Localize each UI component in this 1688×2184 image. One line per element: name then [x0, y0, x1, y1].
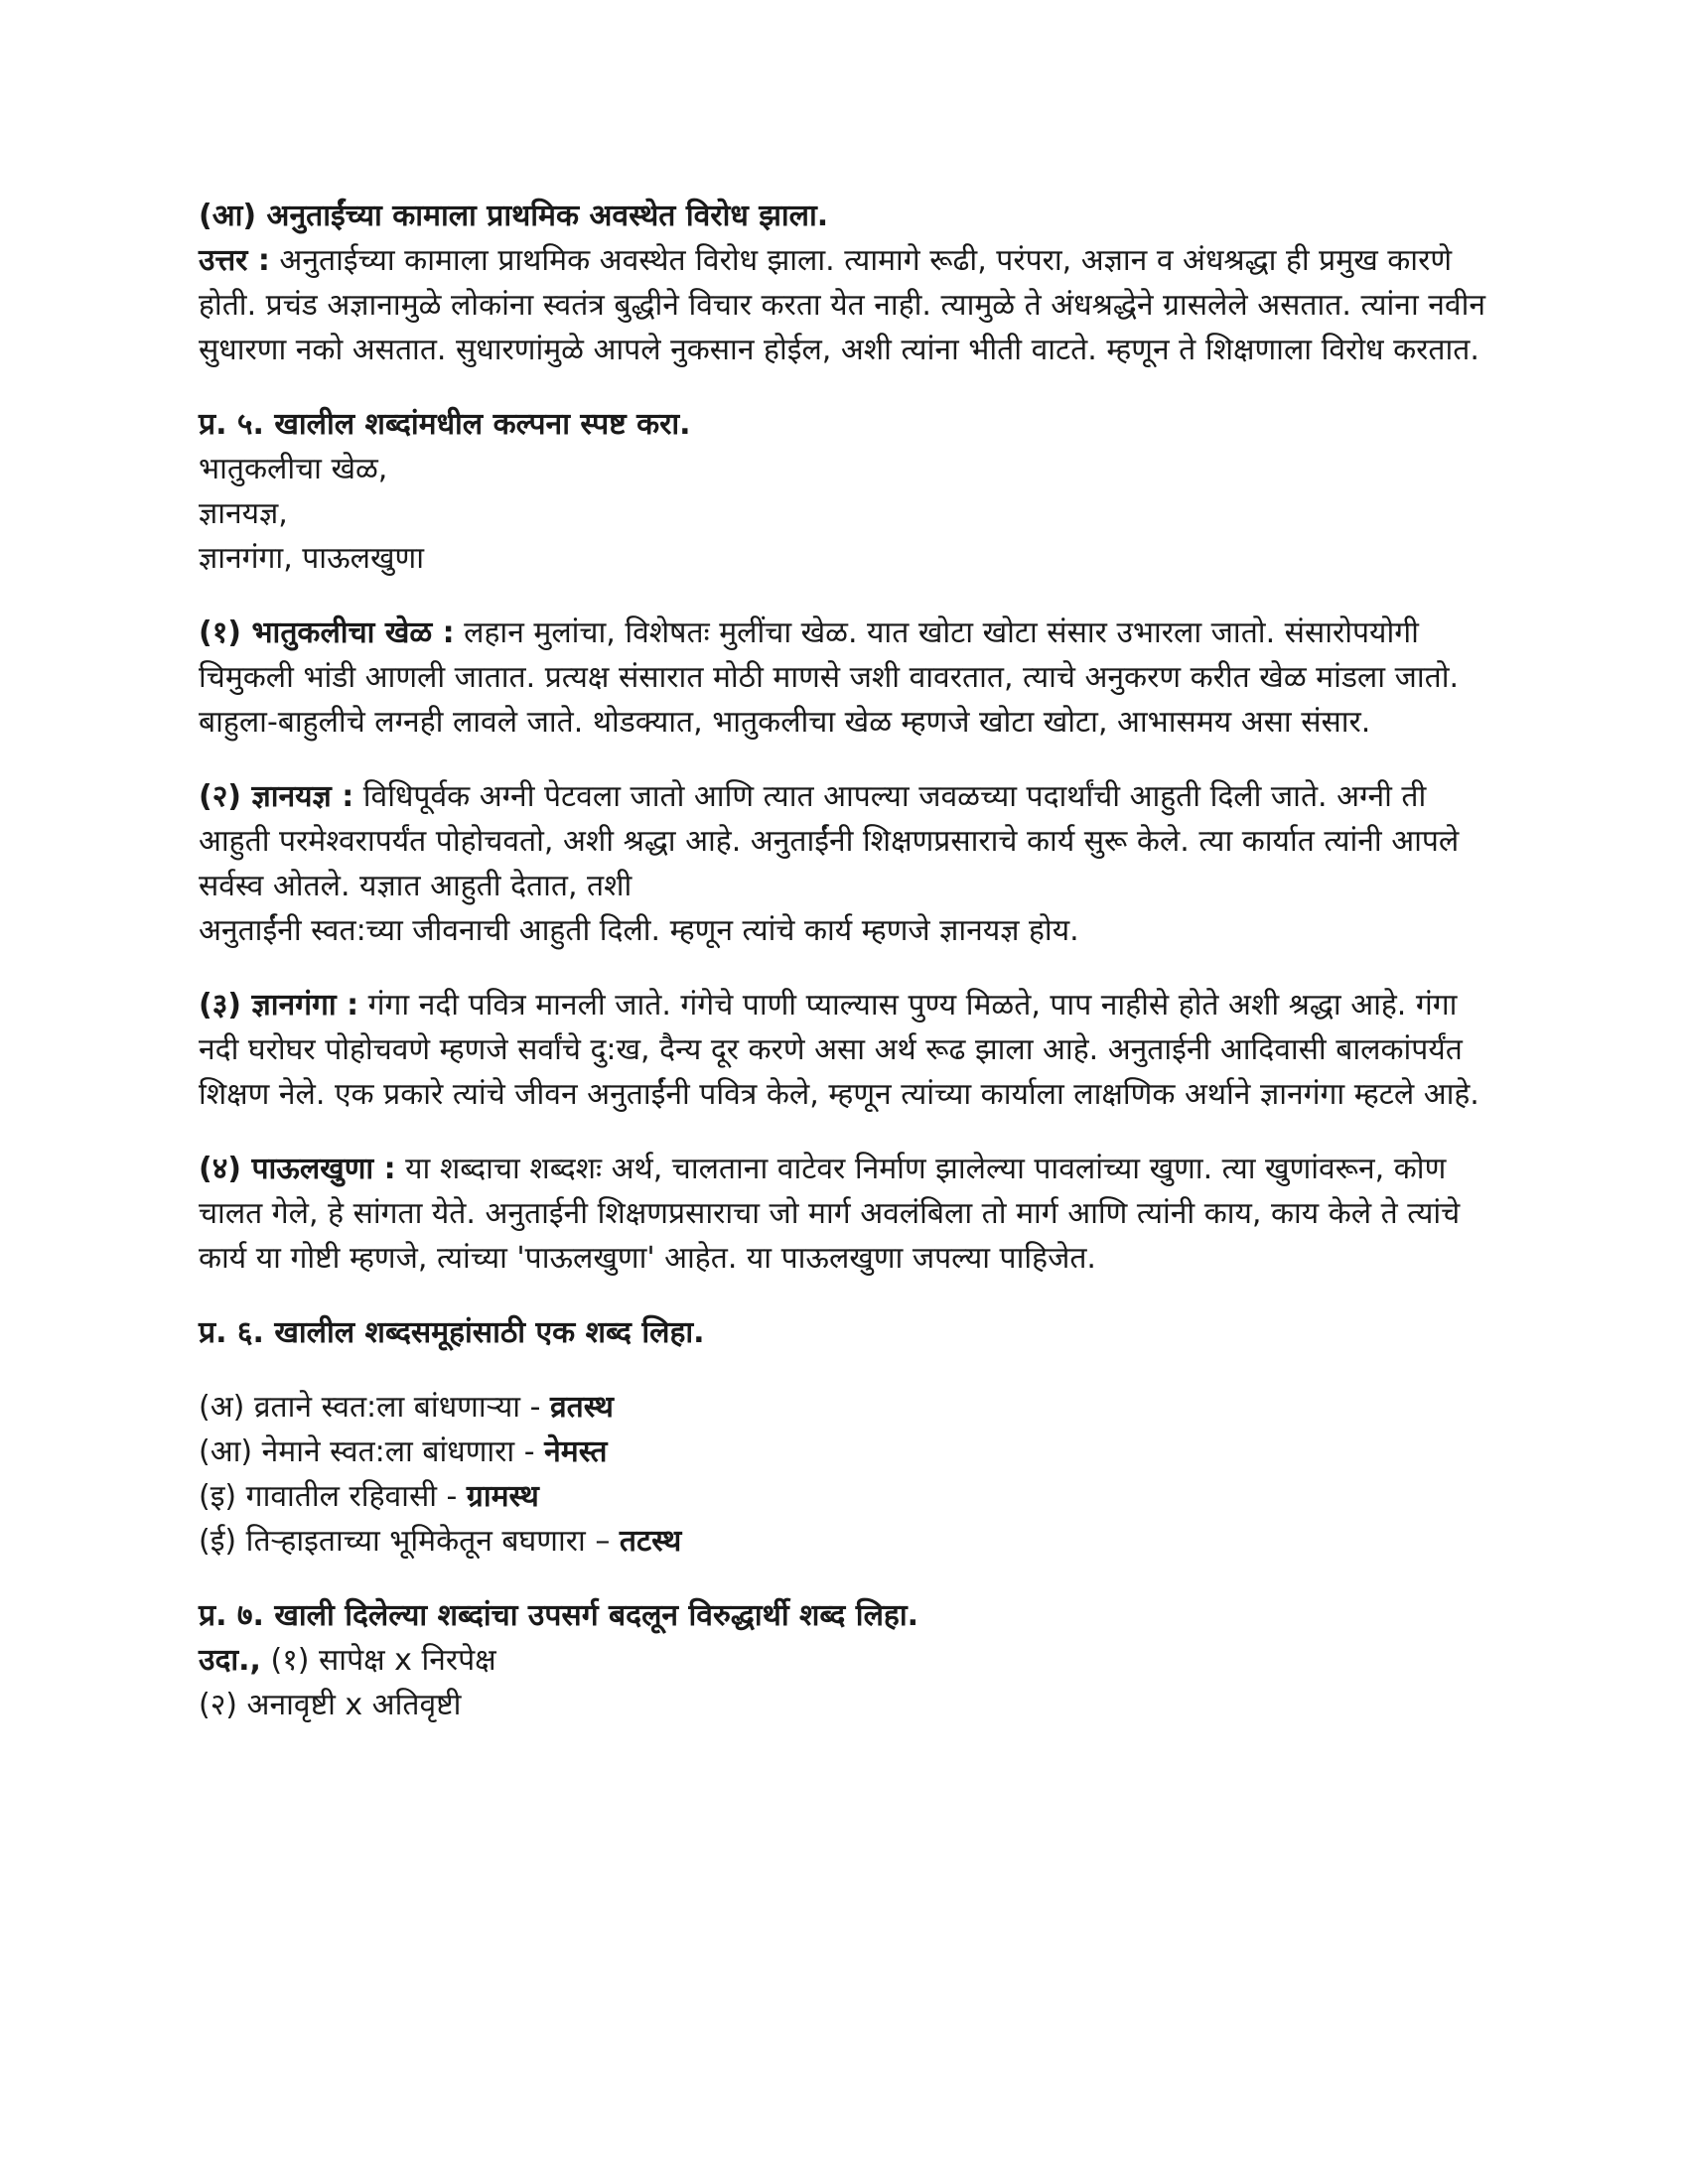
answer-label: (२) ज्ञानयज्ञ :: [199, 779, 354, 814]
list-item: [199, 1385, 1489, 1430]
example-label: उदा.,: [199, 1643, 261, 1678]
item-text: (अ) व्रताने स्वत:ला बांधणाऱ्या -: [199, 1390, 550, 1425]
q5-answer-4: [199, 1147, 1489, 1281]
item-text: (ई) तिऱ्हाइताच्या भूमिकेतून बघणारा –: [199, 1524, 620, 1559]
answer-text: या शब्दाचा शब्दशः अर्थ, चालताना वाटेवर निर्माण झालेल्या पावलांच्या खुणा. त्या खुणांवरून, कोण चालत गेले, हे सांगता येते. अनुताईनी शिक्षणप्रसाराचा जो मार्ग अवलंबिला तो मार्ग आणि त्यांनी काय, काय केले ते त्यांचे कार्य या गोष्टी म्हणजे, त्यांच्या 'पाऊलखुणा' आहेत. या पाऊलखुणा जपल्या पाहिजेत.: [199, 1152, 1461, 1276]
list-item: [199, 1474, 1489, 1519]
answer-label: उत्तर :: [199, 243, 270, 278]
example-line: [199, 1638, 1489, 1683]
list-item: [199, 1519, 1489, 1564]
answer-aa: [199, 238, 1489, 372]
section-aa: [199, 194, 1489, 372]
answer-text: विधिपूर्वक अग्नी पेटवला जातो आणि त्यात आपल्या जवळच्या पदार्थांची आहुती दिली जाते. अग्नी ती आहुती परमेश्वरापर्यंत पोहोचवतो, अशी श्रद्धा आहे. अनुताईंनी शिक्षणप्रसाराचे कार्य सुरू केले. त्या कार्यात त्यांनी आपले सर्वस्व ओतले. यज्ञात आहुती देतात, तशी: [199, 779, 1460, 903]
example-line: (२) अनावृष्टी x अतिवृष्टी: [199, 1688, 462, 1722]
answer-text: गंगा नदी पवित्र मानली जाते. गंगेचे पाणी प्याल्यास पुण्य मिळते, पाप नाहीसे होते अशी श्रद्धा आहे. गंगा नदी घरोघर पोहोचवणे म्हणजे सर्वांचे दु:ख, दैन्य दूर करणे असा अर्थ रूढ झाला आहे. अनुताईनी आदिवासी बालकांपर्यंत शिक्षण नेले. एक प्रकारे त्यांचे जीवन अनुताईंनी पवित्र केले, म्हणून त्यांच्या कार्याला लाक्षणिक अर्थाने ज्ञानगंगा म्हटले आहे.: [199, 988, 1479, 1112]
answer-label: (३) ज्ञानगंगा :: [199, 988, 359, 1023]
question-7: [199, 1593, 1489, 1727]
item-text: (आ) नेमाने स्वत:ला बांधणारा -: [199, 1434, 545, 1469]
answer-para: [199, 774, 1489, 908]
item-answer: ग्रामस्थ: [466, 1479, 539, 1514]
q6-heading: प्र. ६. खालील शब्दसमूहांसाठी एक शब्द लिहा.: [199, 1315, 705, 1350]
q5-answer-3: [199, 983, 1489, 1117]
answer-text-continued: अनुताईंनी स्वत:च्या जीवनाची आहुती दिली. म्हणून त्यांचे कार्य म्हणजे ज्ञानयज्ञ होय.: [199, 913, 1079, 948]
q5-term: भातुकलीचा खेळ,: [199, 452, 388, 486]
answer-label: (१) भातुकलीचा खेळ :: [199, 615, 455, 650]
question-aa: (आ) अनुताईंच्या कामाला प्राथमिक अवस्थेत विरोध झाला.: [199, 199, 829, 233]
list-item: [199, 1430, 1489, 1474]
answer-label: (४) पाऊलखुणा :: [199, 1152, 396, 1186]
q5-term: ज्ञानगंगा, पाऊलखुणा: [199, 541, 424, 576]
example-text: (१) सापेक्ष x निरपेक्ष: [270, 1643, 496, 1678]
item-answer: तटस्थ: [619, 1524, 682, 1559]
item-answer: व्रतस्थ: [549, 1390, 614, 1425]
item-answer: नेमस्त: [544, 1434, 608, 1469]
item-text: (इ) गावातील रहिवासी -: [199, 1479, 467, 1514]
q7-heading: प्र. ७. खाली दिलेल्या शब्दांचा उपसर्ग बदलून विरुद्धार्थी शब्द लिहा.: [199, 1598, 919, 1633]
q5-answer-2: [199, 774, 1489, 953]
q5-term: ज्ञानयज्ञ,: [199, 496, 288, 531]
q5-answer-1: [199, 611, 1489, 745]
q5-heading: प्र. ५. खालील शब्दांमधील कल्पना स्पष्ट करा.: [199, 407, 691, 442]
answer-text: अनुताईच्या कामाला प्राथमिक अवस्थेत विरोध झाला. त्यामागे रूढी, परंपरा, अज्ञान व अंधश्रद्धा ही प्रमुख कारणे होती. प्रचंड अज्ञानामुळे लोकांना स्वतंत्र बुद्धीने विचार करता येत नाही. त्यामुळे ते अंधश्रद्धेने ग्रासलेले असतात. त्यांना नवीन सुधारणा नको असतात. सुधारणांमुळे आपले नुकसान होईल, अशी त्यांना भीती वाटते. म्हणून ते शिक्षणाला विरोध करतात.: [199, 243, 1486, 367]
answer-text: लहान मुलांचा, विशेषतः मुलींचा खेळ. यात खोटा खोटा संसार उभारला जातो. संसारोपयोगी चिमुकली भांडी आणली जातात. प्रत्यक्ष संसारात मोठी माणसे जशी वावरतात, त्याचे अनुकरण करीत खेळ मांडला जातो. बाहुला-बाहुलीचे लग्नही लावले जाते. थोडक्यात, भातुकलीचा खेळ म्हणजे खोटा खोटा, आभासमय असा संसार.: [199, 615, 1460, 740]
document-page: [199, 194, 1489, 1727]
question-6: [199, 1310, 1489, 1564]
question-5: [199, 402, 1489, 581]
